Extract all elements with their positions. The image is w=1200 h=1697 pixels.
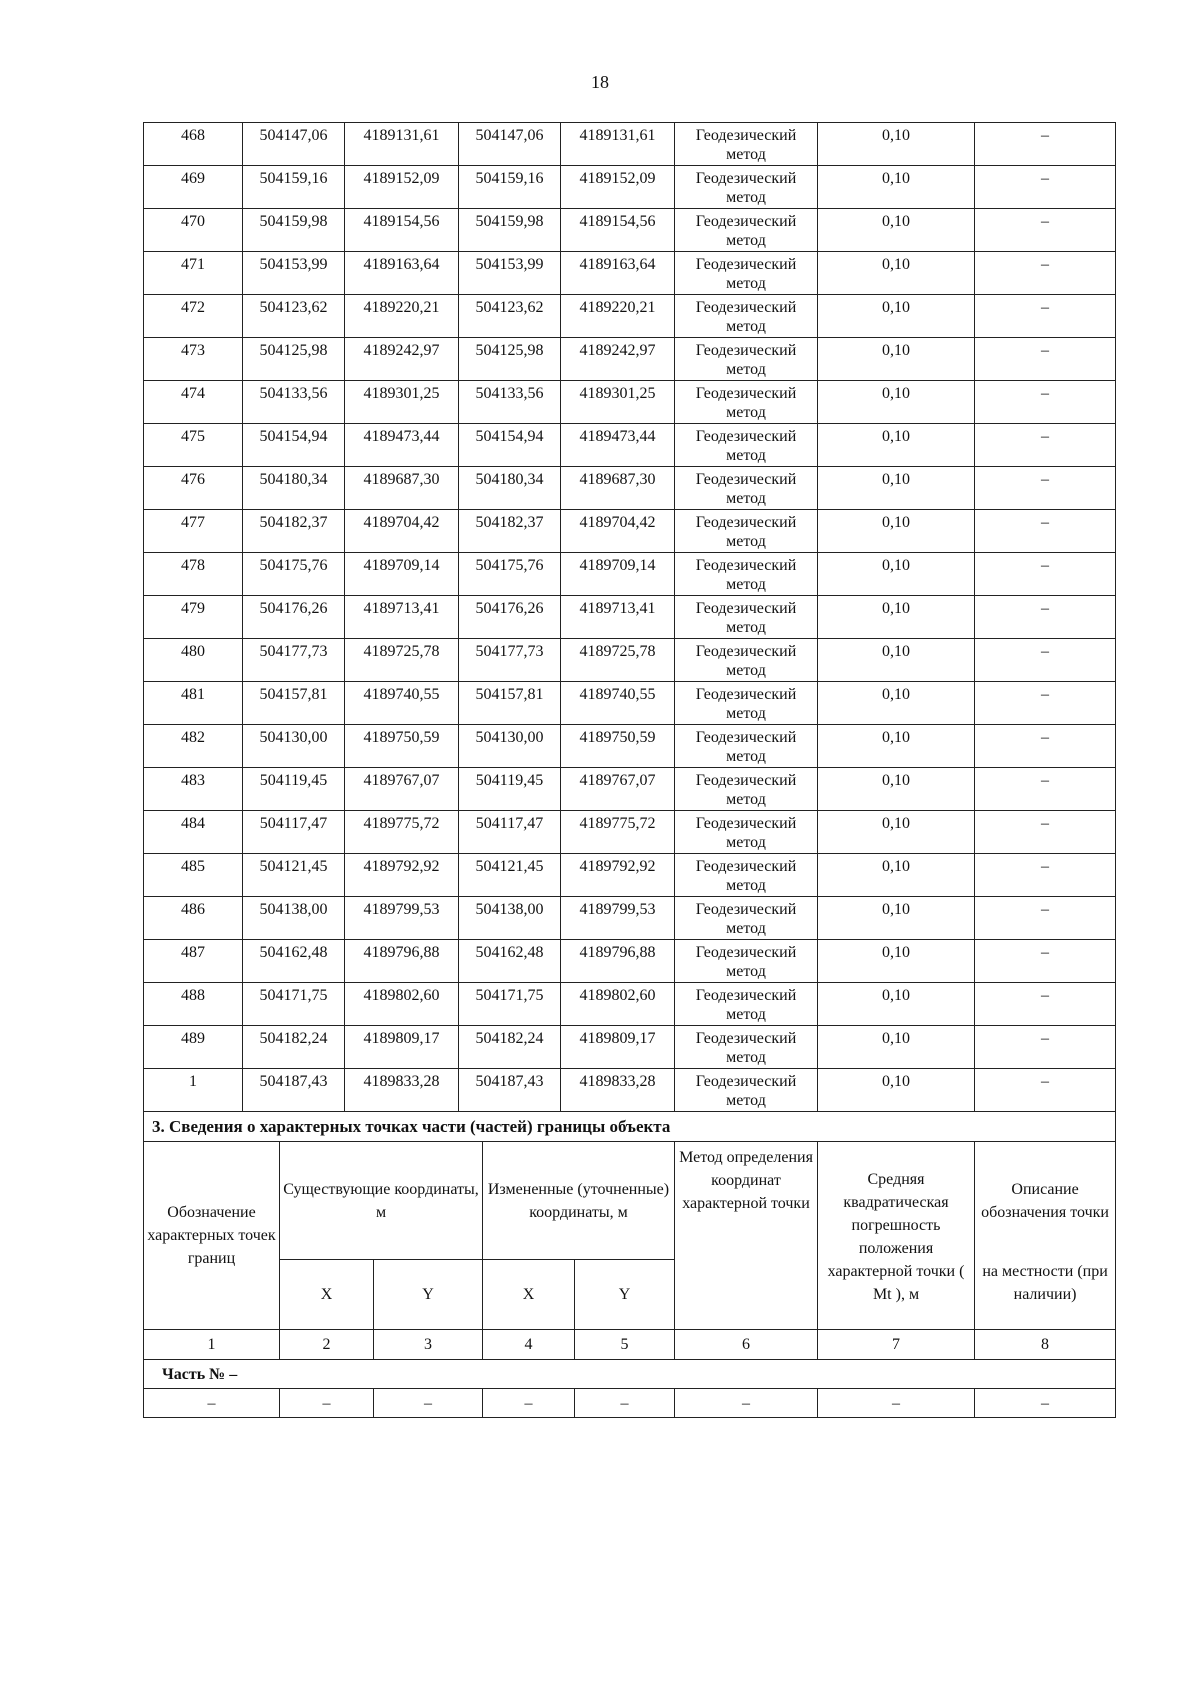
table-cell: 487 [144,940,243,983]
table-row [144,725,1116,768]
table-cell: 504176,26 [243,596,345,639]
header-changed-coordinates: Измененные (уточненные) координаты, м [483,1142,675,1260]
table-row [144,897,1116,940]
table-cell: Геодезический метод [675,940,818,983]
header-changed-y: Y [575,1260,675,1330]
table-cell: 4189704,42 [561,510,675,553]
table-row [144,811,1116,854]
table-cell: 481 [144,682,243,725]
table-cell: 504159,16 [243,166,345,209]
table-cell: 0,10 [818,897,975,940]
table-cell: 478 [144,553,243,596]
table-cell: 4189775,72 [561,811,675,854]
table-cell: – [975,1069,1116,1112]
table-cell: 4189833,28 [561,1069,675,1112]
coordinates-table [143,122,1116,1112]
table-cell: Геодезический метод [675,381,818,424]
table-cell: 504117,47 [243,811,345,854]
table-cell: 504154,94 [243,424,345,467]
table-row [144,1069,1116,1112]
table-cell: 504157,81 [459,682,561,725]
table-cell: 504123,62 [243,295,345,338]
table-cell: 472 [144,295,243,338]
table-cell: 4189799,53 [561,897,675,940]
column-number-cell: 4 [483,1330,575,1360]
table-cell: – [975,510,1116,553]
table-cell: – [975,209,1116,252]
table-cell: – [975,424,1116,467]
table-row [144,338,1116,381]
header-existing-coordinates: Существующие координаты, м [280,1142,483,1260]
table-cell: 0,10 [818,295,975,338]
table-cell: 486 [144,897,243,940]
column-number-cell: 1 [144,1330,280,1360]
table-cell: 1 [144,1069,243,1112]
table-row [144,252,1116,295]
table-cell: – [975,381,1116,424]
table-cell: 504162,48 [459,940,561,983]
table-cell: 0,10 [818,338,975,381]
column-number-cell: 5 [575,1330,675,1360]
table-cell: 504147,06 [243,123,345,166]
table-cell: 0,10 [818,983,975,1026]
table-cell: 504171,75 [459,983,561,1026]
table-cell: 504157,81 [243,682,345,725]
table-row [144,639,1116,682]
table-cell: 484 [144,811,243,854]
table-cell: 0,10 [818,854,975,897]
table-cell: 4189242,97 [561,338,675,381]
table-row [144,467,1116,510]
table-cell: 4189473,44 [561,424,675,467]
table-cell: 4189767,07 [561,768,675,811]
table-cell: 4189740,55 [345,682,459,725]
table-cell: 4189163,64 [561,252,675,295]
table-cell: – [975,854,1116,897]
table-cell: 504121,45 [459,854,561,897]
table-cell: 483 [144,768,243,811]
table-row [144,768,1116,811]
table-cell: Геодезический метод [675,854,818,897]
table-cell: 4189802,60 [561,983,675,1026]
table-cell: 4189740,55 [561,682,675,725]
table-cell: 475 [144,424,243,467]
part-label: Часть № – [144,1360,1116,1389]
table-cell: 4189242,97 [345,338,459,381]
table-cell: 504182,24 [459,1026,561,1069]
table-cell: 504147,06 [459,123,561,166]
table-cell: – [575,1389,675,1418]
table-cell: 0,10 [818,209,975,252]
table-cell: Геодезический метод [675,639,818,682]
table-cell: 504171,75 [243,983,345,1026]
table-row [144,1026,1116,1069]
table-cell: – [975,166,1116,209]
column-number-cell: 7 [818,1330,975,1360]
table-cell: 4189767,07 [345,768,459,811]
table-row [144,381,1116,424]
table-cell: 4189725,78 [561,639,675,682]
table-cell: 4189131,61 [561,123,675,166]
header-existing-y: Y [374,1260,483,1330]
table-cell: – [975,768,1116,811]
table-cell: – [975,596,1116,639]
table-cell: 479 [144,596,243,639]
table-cell: 4189713,41 [561,596,675,639]
table-cell: 469 [144,166,243,209]
table-cell: 504175,76 [459,553,561,596]
table-cell: Геодезический метод [675,725,818,768]
table-cell: 488 [144,983,243,1026]
table-cell: – [975,338,1116,381]
table-cell: 4189152,09 [345,166,459,209]
table-cell: 504162,48 [243,940,345,983]
table-cell: 0,10 [818,123,975,166]
table-cell: 4189163,64 [345,252,459,295]
table-cell: 0,10 [818,725,975,768]
table-cell: 504133,56 [243,381,345,424]
table-cell: 4189796,88 [561,940,675,983]
table-cell: 0,10 [818,252,975,295]
table-cell: 504154,94 [459,424,561,467]
table-cell: 4189809,17 [345,1026,459,1069]
table-row [144,940,1116,983]
table-cell: 4189833,28 [345,1069,459,1112]
table-cell: 504117,47 [459,811,561,854]
table-cell: 4189220,21 [561,295,675,338]
table-cell: 4189750,59 [345,725,459,768]
table-cell: 4189709,14 [345,553,459,596]
table-cell: 504159,98 [243,209,345,252]
table-cell: 4189792,92 [345,854,459,897]
table-cell: Геодезический метод [675,295,818,338]
table-cell: 477 [144,510,243,553]
table-cell: – [144,1389,280,1418]
table-cell: 504123,62 [459,295,561,338]
table-cell: 504176,26 [459,596,561,639]
table-cell: 4189131,61 [345,123,459,166]
table-cell: Геодезический метод [675,123,818,166]
header-description-bottom: на местности (при наличии) [975,1260,1116,1330]
table-cell: 504187,43 [459,1069,561,1112]
table-cell: 504119,45 [243,768,345,811]
table-cell: 504159,16 [459,166,561,209]
column-number-cell: 8 [975,1330,1116,1360]
column-numbers-row [144,1330,1116,1360]
table-cell: 504182,37 [459,510,561,553]
table-cell: – [975,811,1116,854]
table-cell: 0,10 [818,381,975,424]
table-cell: 0,10 [818,639,975,682]
header-changed-x: X [483,1260,575,1330]
table-cell: 504121,45 [243,854,345,897]
table-cell: 4189687,30 [345,467,459,510]
table-cell: Геодезический метод [675,510,818,553]
table-cell: 0,10 [818,166,975,209]
table-cell: 4189713,41 [345,596,459,639]
table-cell: 4189750,59 [561,725,675,768]
table-cell: – [818,1389,975,1418]
table-cell: 0,10 [818,553,975,596]
table-cell: 504153,99 [243,252,345,295]
table-cell: 4189301,25 [345,381,459,424]
header-point-designation: Обозначение характерных точек границ [144,1142,280,1330]
table-cell: – [374,1389,483,1418]
table-cell: 4189725,78 [345,639,459,682]
table-cell: Геодезический метод [675,1069,818,1112]
header-description-top: Описание обозначения точки [975,1142,1116,1260]
table-cell: 0,10 [818,940,975,983]
table-cell: – [975,682,1116,725]
table-cell: Геодезический метод [675,424,818,467]
table-cell: Геодезический метод [675,467,818,510]
table-cell: 504125,98 [243,338,345,381]
table-cell: 504138,00 [243,897,345,940]
table-cell: 474 [144,381,243,424]
table-cell: Геодезический метод [675,596,818,639]
table-cell: – [975,725,1116,768]
table-cell: – [675,1389,818,1418]
table-row [144,553,1116,596]
table-cell: 504177,73 [243,639,345,682]
table-cell: 504119,45 [459,768,561,811]
section3-table [143,1111,1116,1418]
table-cell: 4189775,72 [345,811,459,854]
table-cell: 504182,37 [243,510,345,553]
table-cell: – [483,1389,575,1418]
table-cell: 504182,24 [243,1026,345,1069]
table-cell: 4189709,14 [561,553,675,596]
table-cell: 4189796,88 [345,940,459,983]
table-row [144,166,1116,209]
table-cell: – [975,553,1116,596]
table-cell: 504177,73 [459,639,561,682]
column-number-cell: 6 [675,1330,818,1360]
table-cell: 0,10 [818,1069,975,1112]
table-cell: 485 [144,854,243,897]
table-cell: Геодезический метод [675,252,818,295]
table-row [144,123,1116,166]
table-cell: 4189802,60 [345,983,459,1026]
table-row [144,596,1116,639]
table-row [144,510,1116,553]
table-cell: 0,10 [818,510,975,553]
table-cell: 504180,34 [459,467,561,510]
table-cell: Геодезический метод [675,553,818,596]
table-cell: Геодезический метод [675,811,818,854]
table-cell: 4189152,09 [561,166,675,209]
table-cell: – [975,252,1116,295]
table-cell: – [975,639,1116,682]
table-cell: 0,10 [818,467,975,510]
table-cell: 4189301,25 [561,381,675,424]
table-cell: – [975,897,1116,940]
table-cell: 473 [144,338,243,381]
section3-title: 3. Сведения о характерных точках части (частей) границы объекта [144,1112,1116,1142]
table-row [144,854,1116,897]
table-cell: Геодезический метод [675,166,818,209]
table-cell: 471 [144,252,243,295]
table-cell: 0,10 [818,596,975,639]
table-cell: Геодезический метод [675,209,818,252]
table-row [144,295,1116,338]
table-cell: Геодезический метод [675,338,818,381]
table-cell: 476 [144,467,243,510]
table-row [144,209,1116,252]
table-cell: 4189220,21 [345,295,459,338]
table-cell: – [975,983,1116,1026]
table-cell: 4189792,92 [561,854,675,897]
table-cell: 489 [144,1026,243,1069]
table-cell: 0,10 [818,1026,975,1069]
table-cell: Геодезический метод [675,1026,818,1069]
table-cell: – [280,1389,374,1418]
table-cell: 504130,00 [243,725,345,768]
table-cell: 504125,98 [459,338,561,381]
table-cell: Геодезический метод [675,768,818,811]
table-cell: 504133,56 [459,381,561,424]
table-cell: 480 [144,639,243,682]
table-cell: 4189154,56 [345,209,459,252]
table-cell: 4189799,53 [345,897,459,940]
table-cell: 0,10 [818,682,975,725]
table-cell: 504175,76 [243,553,345,596]
table-cell: 4189154,56 [561,209,675,252]
table-cell: 470 [144,209,243,252]
header-error-bottom: характерной точки ( Mt ), м [818,1260,975,1330]
table-cell: – [975,940,1116,983]
table-cell: 482 [144,725,243,768]
table-cell: 504187,43 [243,1069,345,1112]
table-cell: – [975,295,1116,338]
column-number-cell: 2 [280,1330,374,1360]
page-number: 18 [591,72,609,92]
table-row [144,424,1116,467]
table-cell: – [975,1389,1116,1418]
coordinates-table-body [144,123,1116,1112]
table-row [144,983,1116,1026]
column-number-cell: 3 [374,1330,483,1360]
table-cell: – [975,467,1116,510]
table-cell: 0,10 [818,811,975,854]
table-cell: Геодезический метод [675,682,818,725]
table-cell: Геодезический метод [675,983,818,1026]
table-cell: 4189473,44 [345,424,459,467]
header-error-top: Средняя квадратическая погрешность положения [818,1142,975,1260]
table-cell: 504153,99 [459,252,561,295]
table-cell: – [975,123,1116,166]
empty-data-row [144,1389,1116,1418]
table-cell: 468 [144,123,243,166]
header-method: Метод определения координат характерной точки [675,1142,818,1330]
table-cell: 504159,98 [459,209,561,252]
table-cell: 504138,00 [459,897,561,940]
table-cell: 4189704,42 [345,510,459,553]
table-cell: Геодезический метод [675,897,818,940]
table-cell: 0,10 [818,768,975,811]
table-cell: 504180,34 [243,467,345,510]
table-row [144,682,1116,725]
header-existing-x: X [280,1260,374,1330]
table-cell: 4189687,30 [561,467,675,510]
table-cell: 504130,00 [459,725,561,768]
table-cell: 0,10 [818,424,975,467]
table-cell: 4189809,17 [561,1026,675,1069]
table-cell: – [975,1026,1116,1069]
